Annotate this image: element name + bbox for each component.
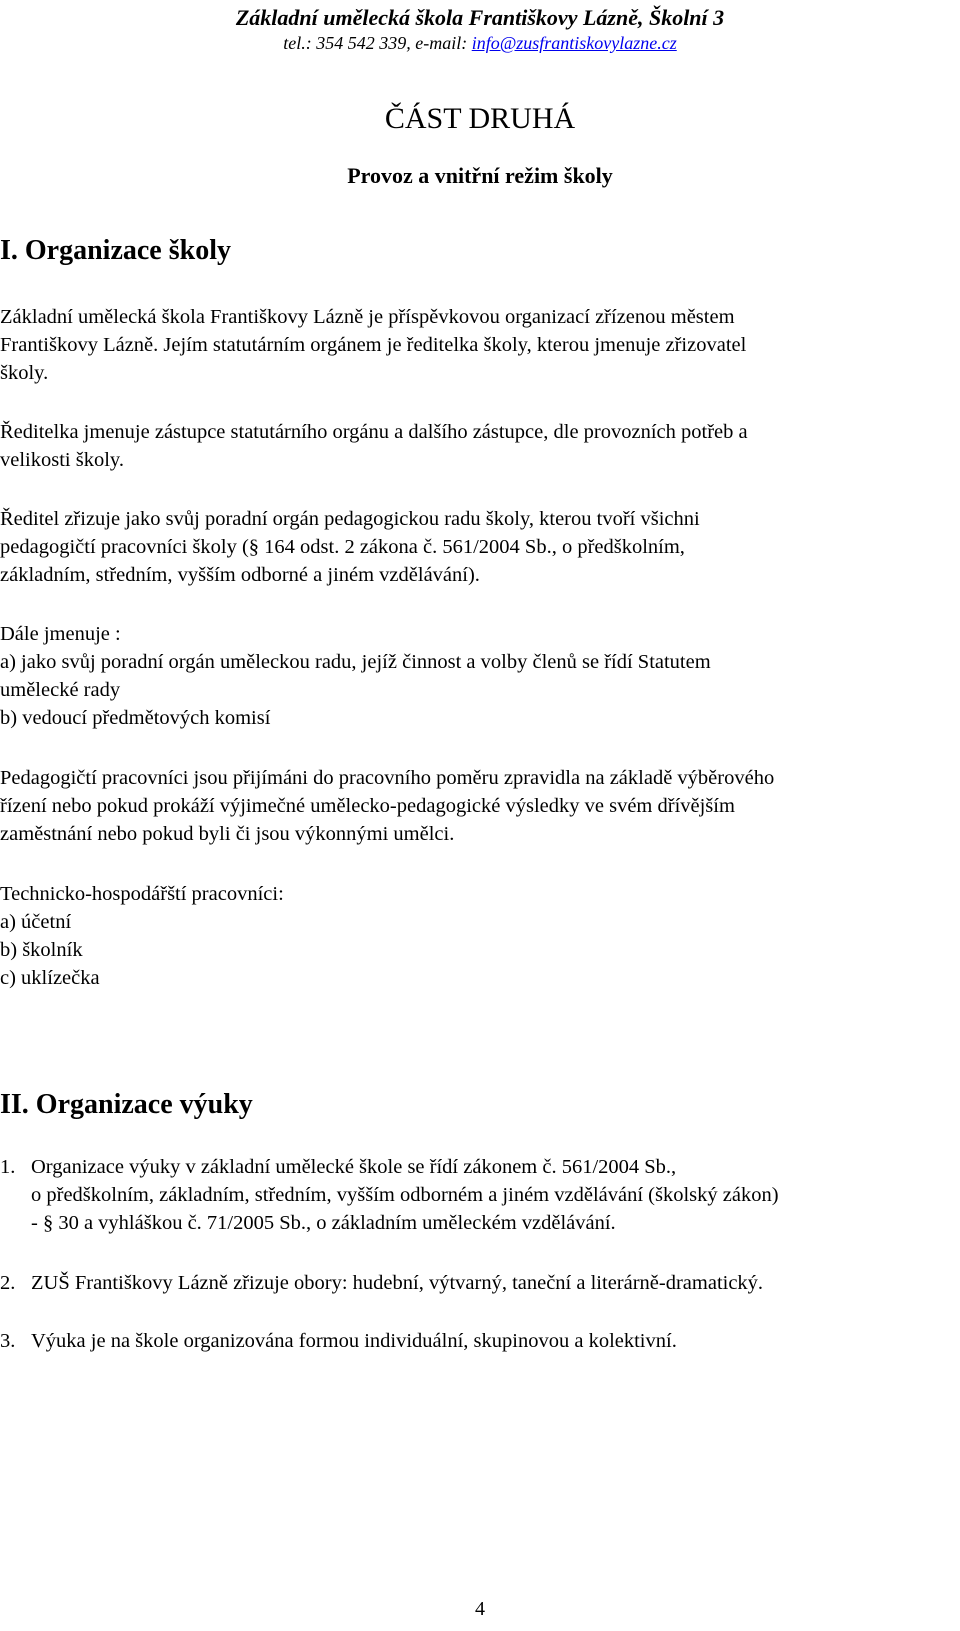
paragraph-appointments	[0, 620, 960, 732]
item-line: ZUŠ Františkovy Lázně zřizuje obory: hudební, výtvarný, taneční a literárně-dramatický.	[31, 1272, 764, 1294]
paragraph-line: c) uklízečka	[0, 967, 100, 989]
paragraph-line: a) účetní	[0, 911, 72, 933]
item-line: - § 30 a vyhláškou č. 71/2005 Sb., o základním uměleckém vzdělávání.	[31, 1212, 616, 1234]
paragraph-line: základním, středním, vyšším odborné a jiném vzdělávání).	[0, 564, 480, 586]
item-line: o předškolním, základním, středním, vyšším odborném a jiném vzdělávání (školský zákon)	[31, 1184, 779, 1206]
paragraph-line: Františkovy Lázně. Jejím statutárním orgánem je ředitelka školy, kterou jmenuje zřizovatel	[0, 334, 747, 356]
part-subtitle: Provoz a vnitřní režim školy	[347, 163, 613, 188]
page-number: 4	[475, 1598, 485, 1620]
paragraph-deputies	[0, 418, 960, 474]
paragraph-line: a) jako svůj poradní orgán uměleckou radu, jejíž činnost a volby členů se řídí Statutem	[0, 651, 711, 673]
paragraph-school-intro	[0, 303, 960, 387]
paragraph-line: velikosti školy.	[0, 449, 124, 471]
item-text	[31, 1327, 677, 1355]
paragraph-line: zaměstnání nebo pokud byli či jsou výkonnými umělci.	[0, 823, 455, 845]
paragraph-pedagogical-council	[0, 505, 960, 589]
item-line: Výuka je na škole organizována formou individuální, skupinovou a kolektivní.	[31, 1330, 677, 1352]
header-phone: tel.: 354 542 339, e-mail:	[283, 33, 472, 53]
item-text	[31, 1153, 779, 1237]
paragraph-line: b) školník	[0, 939, 83, 961]
paragraph-line: Ředitel zřizuje jako svůj poradní orgán pedagogickou radu školy, kterou tvoří všichni	[0, 508, 700, 530]
item-number: 3.	[0, 1330, 16, 1352]
part-title: ČÁST DRUHÁ	[384, 102, 576, 135]
paragraph-line: Ředitelka jmenuje zástupce statutárního orgánu a dalšího zástupce, dle provozních potřeb a	[0, 421, 748, 443]
item-line: Organizace výuky v základní umělecké škole se řídí zákonem č. 561/2004 Sb.,	[31, 1156, 677, 1178]
item-number: 1.	[0, 1156, 16, 1178]
item-text	[31, 1269, 763, 1297]
header-school-name: Základní umělecká škola Františkovy Lázně, Školní 3	[235, 5, 725, 30]
paragraph-line: školy.	[0, 362, 49, 384]
paragraph-technical-staff	[0, 880, 960, 992]
paragraph-line: Základní umělecká škola Františkovy Lázně je příspěvkovou organizací zřízenou městem	[0, 306, 735, 328]
paragraph-line: Technicko-hospodářští pracovníci:	[0, 883, 284, 905]
email-link[interactable]: info@zusfrantiskovylazne.cz	[471, 33, 677, 53]
paragraph-hiring	[0, 764, 960, 848]
paragraph-line: pedagogičtí pracovníci školy (§ 164 odst. 2 zákona č. 561/2004 Sb., o předškolním,	[0, 536, 685, 558]
section-heading-organizace-skoly: I. Organizace školy	[0, 235, 231, 266]
paragraph-line: umělecké rady	[0, 679, 121, 701]
paragraph-line: řízení nebo pokud prokáží výjimečné umělecko-pedagogické výsledky ve svém dřívějším	[0, 795, 735, 817]
paragraph-line: b) vedoucí předmětových komisí	[0, 707, 271, 729]
header-contact	[0, 31, 960, 55]
item-number: 2.	[0, 1272, 16, 1294]
paragraph-line: Dále jmenuje :	[0, 623, 121, 645]
paragraph-line: Pedagogičtí pracovníci jsou přijímáni do pracovního poměru zpravidla na základě výběrového	[0, 767, 775, 789]
section-heading-organizace-vyuky: II. Organizace výuky	[0, 1089, 253, 1120]
